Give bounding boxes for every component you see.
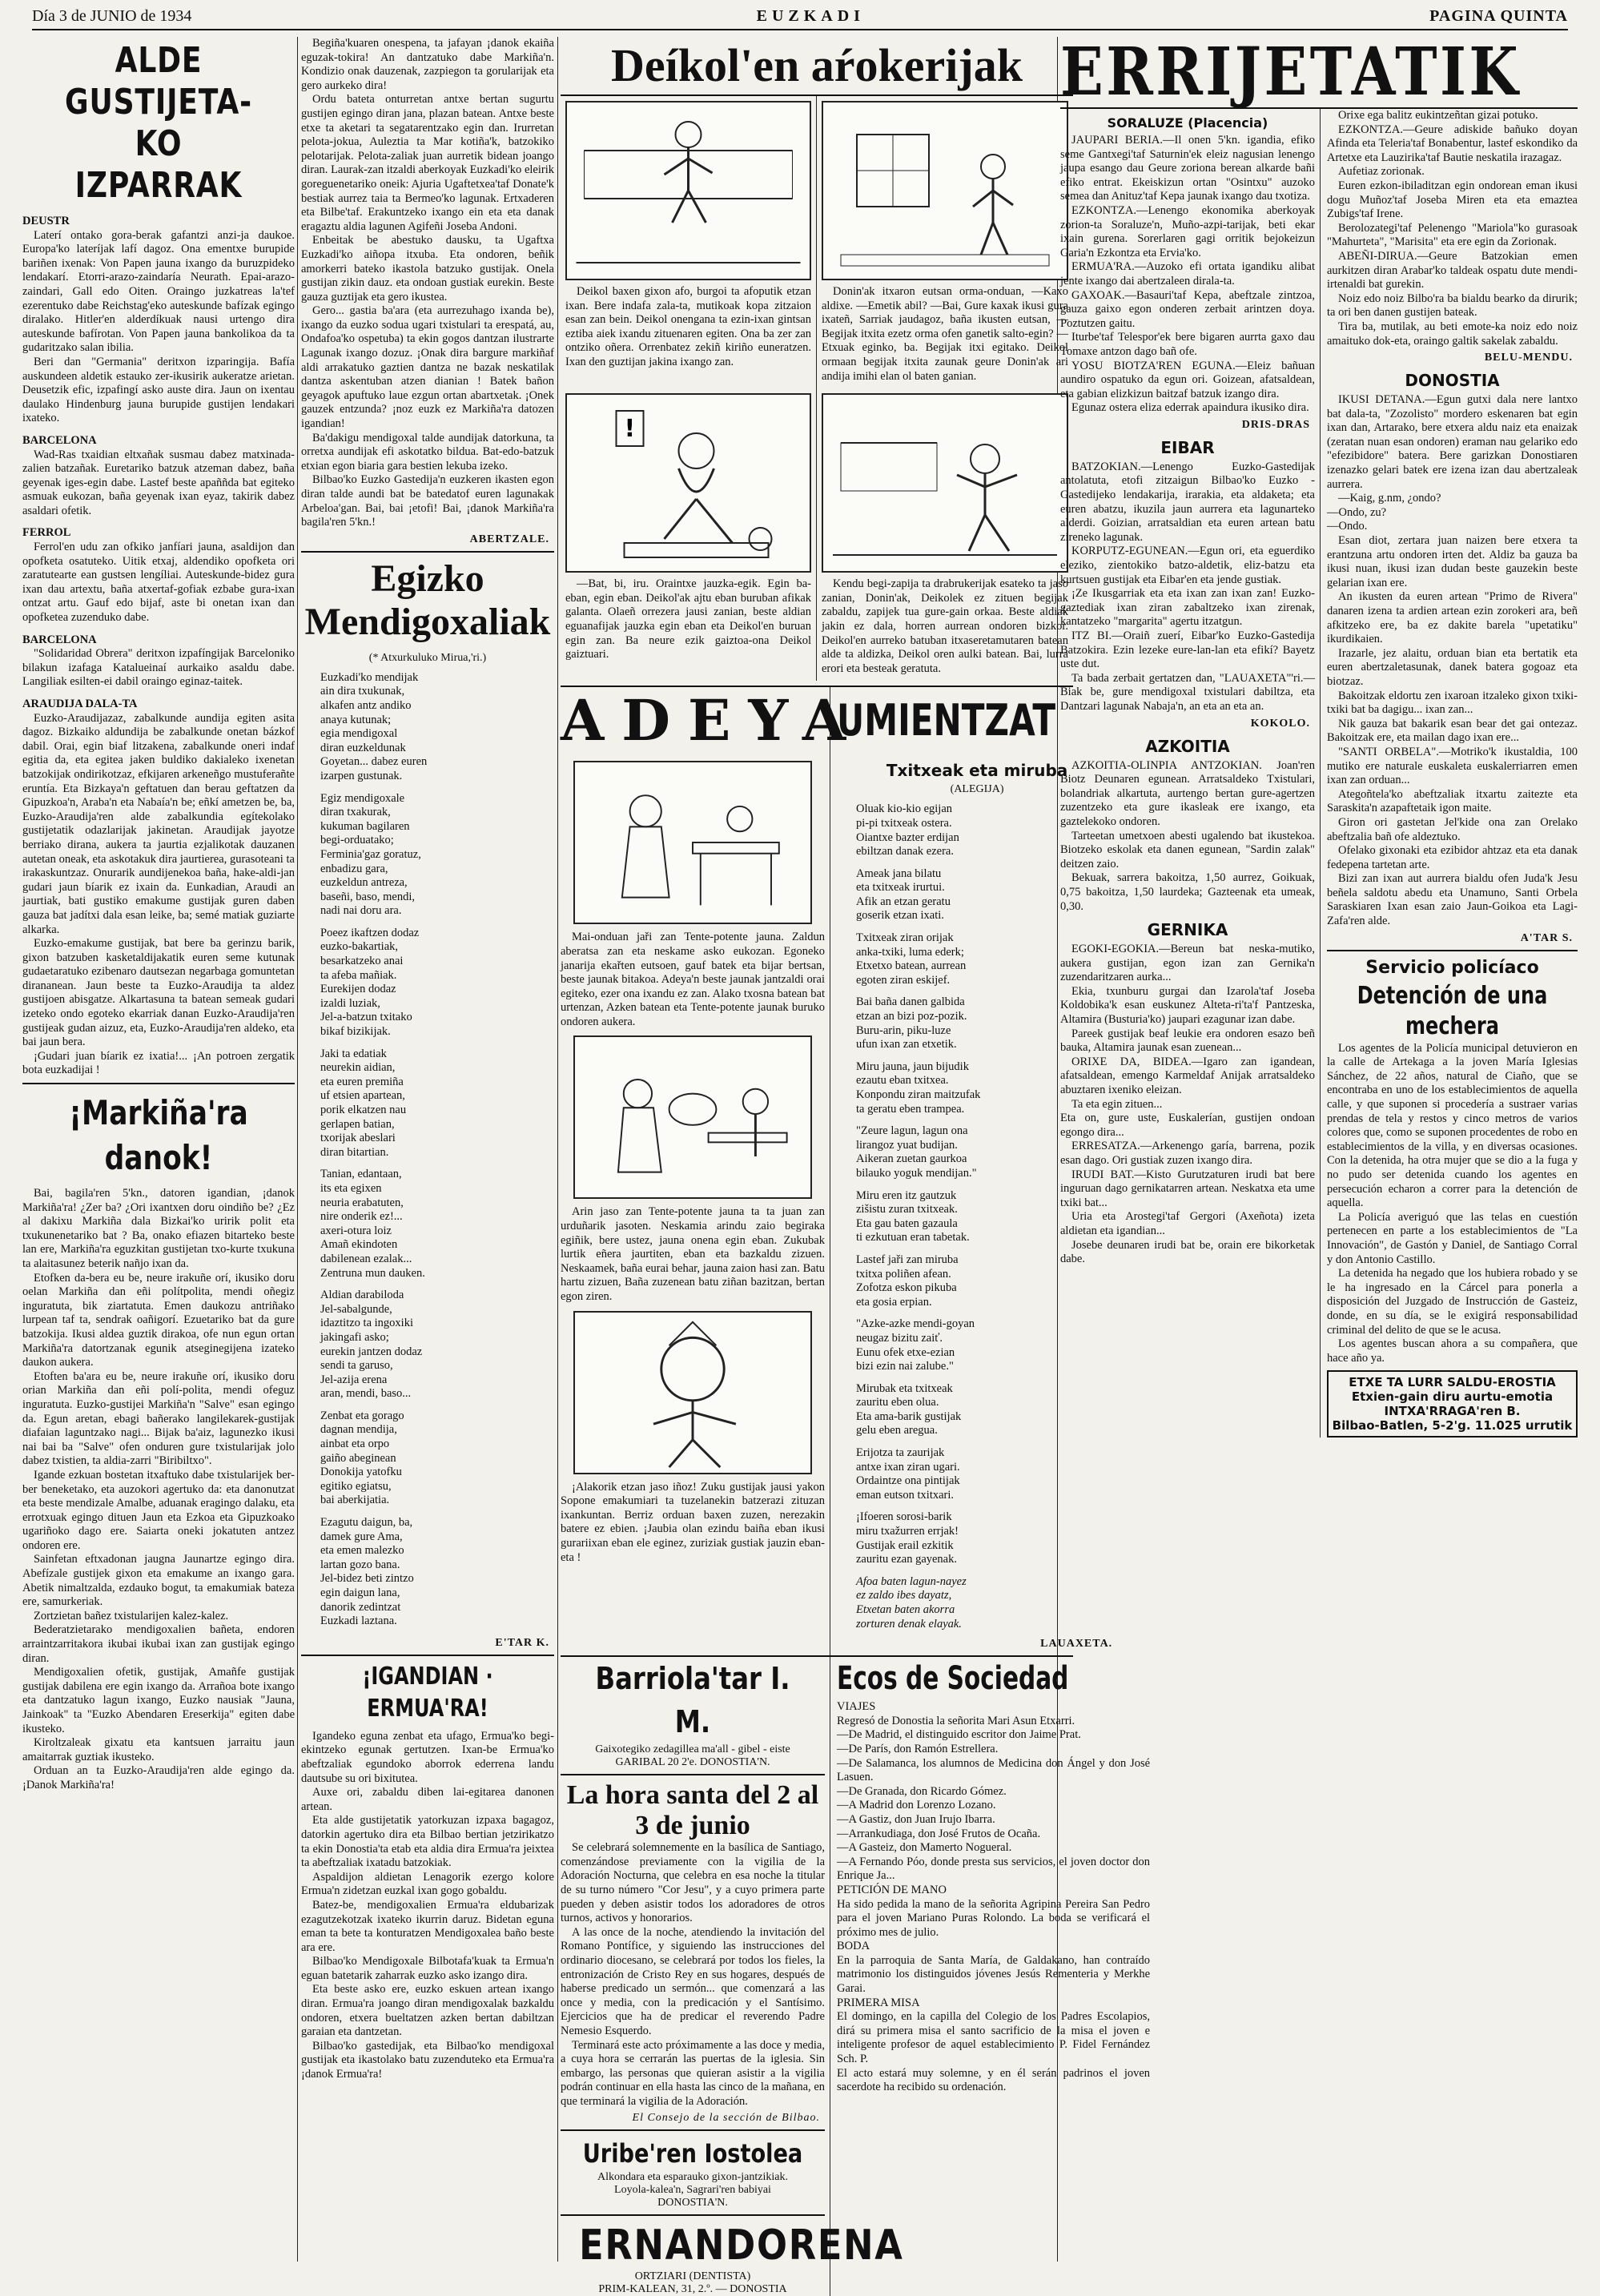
paragraph: Enbeitak be abestuko dausku, ta Ugaftxa Euzkadi'ko aiñopa itxuba. Eta ondoren, beñik amorkerri bateko ikastola batzuko gustijak. Onela gustijan zikin dauz. eta ondoan gustiak eurekin. Beste gauza guztijak eta gero ikustea.: [301, 234, 554, 304]
svg-text:!: !: [624, 415, 636, 444]
divider: [1327, 950, 1578, 951]
signature: BELU-MENDU.: [1484, 352, 1573, 364]
paragraph: Egunaz ostera eliza ederrak apaindura ikusiko dira.: [1071, 401, 1309, 415]
paragraph: Igande ezkuan bostetan itxaftuko dabe txistularijek ber-ber beneketako, eta auzokori agertuko da: eta danonutzat eta beste mendizale Amalbe, aduanak eragingo dalaku, eta errotxuak egingo dituen Jaun eta Ezkoa eta Gipuzkoako ugariñoko dago ere. Saiarta oneki jokatuten antzez ondoren ere.: [22, 1468, 295, 1552]
paragraph: Ategoñtela'ko abeftzaliak itxartu zaitezte eta Saraskita'n azapaftetaik igon maite.: [1327, 787, 1578, 815]
poem-stanza: Miru jauna, jaun bijudik ezautu eban txitxea. Konpondu ziran maitzufak ta geratu eben trampea.: [856, 1060, 981, 1116]
paragraph: Sainfetan eftxadonan jaugna Jaunartze egingo dira. Abefízale gustijek gixon eta emakume an ixango gara. Abetik nimaltzalda, ezdauko bogut, ta emakumiak bateza ere, samurkeriak.: [22, 1553, 295, 1609]
column-1: [22, 37, 295, 2262]
comic-caption: —Bat, bi, iru. Oraintxe jauzka-egik. Egin ba-eban, egin eban. Deikol'ak ajtu eban buruban afikak galanta. Olaeñ orrezera jausi zanian, beste aldian eguanafijak jauzka egin eban eta Deikol'en buruan egin zan. Ba neure ezik gaiztoa-ona Deikol gaiztuari.: [565, 577, 811, 661]
paragraph: Ta eta egin zituen... Eta on, gure uste, Euskalerían, gustijen ondoan egongo dira...: [1060, 1097, 1315, 1139]
poem-stanza: Jaki ta edatiak neurekin aidian, eta euren premiña uf etsien apartean, porik elkatzen nau gerlapen batian, txorijak abeslari diran bitartian.: [320, 1047, 407, 1159]
page-header: [32, 5, 1568, 30]
paragraph: Tarteetan umetxoen abesti ugalendo bat ikustekoa. Biotzeko eskolak eta danen egunean, "Sardin zalak" deitzen zaio.: [1060, 829, 1315, 871]
paragraph: Laterí ontako gora-berak gafantzi anzi-ja daukoe. Europa'ko lateríjak lafí dagoz. Ona ementxe burupide bariñen ixenak: Von Papen jauna ixango da buruzpideko lendakarí. Etorri-arazo-zaindaría Neurath. Epai-arazo-zaindari, Gall edo Oiten. Oraingo juzkatreas la'tef ezerentuko dabe Reichstag'eko auteskunde bafízak egingo diralako. Hitler'en alderdíkuak nausi urtengo dira auteskunde bafírotan. Von Papen jauna bankolikoa da ta gudaritzako salan ibilia.: [22, 228, 295, 355]
paragraph: JAUPARI BERIA.—Il onen 5'kn. igandia, efiko seme Gantxegi'taf Saturnin'ek eleiz nagusian lenengo jaupa esango dau Geure zoriona berean alkarde bañi efiko entrat. Ekeiskizun ortan "Osintxu" auzoko semea dan Anituz'taf Kepa jaunak ixango dau txotiza.: [1060, 134, 1315, 203]
paragraph: —Kaig, g.nm, ¿ondo? —Ondo, zu? —Ondo.: [1327, 492, 1441, 533]
paragraph: Aufetiaz zorionak.: [1338, 165, 1425, 179]
signature: DRIS-DRAS: [1241, 418, 1310, 431]
poem-stanza: Lastef jaři zan miruba txitxa poliñen afean. Zofotza eskon pikuba eta gosia erpian.: [856, 1253, 959, 1309]
paragraph: Auxe ori, zabaldu diben lai-egitarea danonen artean.: [301, 1786, 554, 1813]
signature: ABERTZALE.: [469, 533, 549, 545]
signature: A'TAR S.: [1520, 931, 1573, 944]
comic-caption: Donin'ak itxaron eutsan orma-onduan, —Kaxo aldixe. —Emetik abil? —Bai, Gure kaxak ikusi gura ixateñ, Sarriak jaudagoz, baña ikusten eutsan, —Begijak itxita ezetz orma ofen ganetik salto-egin? —Etxuak eginko, ba. Begijak itxi egitako. Deikol ormaan begijak itxita zaunak geure Donin'ak ari andija imihi elan ol baten ganian.: [822, 285, 1068, 383]
paragraph: Begiña'kuaren onespena, ta jafayan ¡danok ekaiña eguzak-tokira! An dantzatuko dabe Markiña'n. Kondizio onak dauzenak, zazpiegon ta gorularijak eta gero aurkeko dira!: [301, 37, 554, 92]
adeya-umientzat-row: [561, 686, 1113, 1655]
paragraph: Berolozategi'taf Pelenengo "Mariola"ko gurasoak "Mahurteta", "Marisita" eta ere egin da Zorionak.: [1327, 221, 1578, 249]
paragraph: A las once de la noche, atendiendo la invitación del Romano Pontífice, y siguiendo las instrucciones del ordinario diocesano, se celebrará por todos los fieles, la entronización de Cristo Rey en sus hogares, después de haberse predicado un sermón... que comenzará a las once y media, con la predicación y el Santísimo. Ejercicios que ha de predicar el reverendo Padre Nemesio Esquerdo.: [561, 1925, 825, 2037]
paragraph: Bai, bagila'ren 5'kn., datoren igandian, ¡danok Markiña'ra! ¿Zer ba? ¿Ori ixantxen doru oindiño be? ¿Ez al dakixu Markiña dala Bizkai'ko uririk polit eta txukunenetariko bat ? Ba, onako efiazen bitarteko beste lan ere, Markiña'ra eguzkitan gustijetan txo-kurte txukuna ta alaitasunez beterik nañjo ixan da.: [22, 1187, 295, 1270]
newspaper-name: EUZKADI: [756, 7, 865, 25]
subhead: DONOSTIA: [1405, 371, 1500, 391]
paragraph: Los agentes buscan ahora a su compañera, que hace año ya.: [1327, 1337, 1578, 1365]
article-igandian: [301, 1730, 554, 2082]
paragraph: Eta beste asko ere, euzko eskuen artean ixango diran. Ermua'ra joango diran mendigoxalak bazkaldu ondoren, etxera bueltatzen azken bertan dabiltzan garaian eta dantzetan.: [301, 1983, 554, 2039]
poem-stanza: Erijotza ta zaurijak antxe ixan ziran ugari. Ordaintze ona pintijak eman eutson txitxari.: [856, 1446, 960, 1502]
paragraph: Uria eta Arostegi'taf Gergori (Axeñota) izeta aldietan eta igandian...: [1060, 1210, 1315, 1237]
poem-stanza: Zenbat eta gorago dagnan mendija, ainbat eta orpo gaiño abeginean Donokija yatofku egitiko egiatsu, bai aberkijatia.: [320, 1409, 404, 1507]
comic-illustration: [822, 101, 1068, 280]
poem-stanza: Bai baña danen galbida etzan an bizi poz-pozik. Buru-arin, piku-luze ufun ixan zan etxetik.: [856, 995, 967, 1051]
subhead: DEUSTR: [22, 215, 70, 227]
paragraph: Iturbe'taf Telespor'ek bere bigaren aurrta gaxo dau Tomaxe antzon dago bañ ofe.: [1060, 331, 1315, 358]
ad-intxarraga: ETXE TA LURR SALDU-EROSTIA Etxien-gain diru aurtu-emotia INTXA'RRAGA'ren B. Bilbao-Batlen, 5-2'g. 11.025 urrutik: [1327, 1370, 1578, 1438]
headline-ecos-de-sociedad: Ecos de Sociedad: [837, 1660, 1069, 1698]
news-eibar: [1060, 460, 1315, 714]
paragraph: BATZOKIAN.—Lenengo Euzko-Gastedijak antolatuta, etofi zitzaigun Bilbao'ko Euzko - Gastedijeko lendakarija, irarakia, eta aldaketa; eta euren abatzu, ikuzila jaun aurrera eta lagunarteko alderdi. Goizian, arratsaldian eta euren artean batu zireneko lagunak.: [1060, 460, 1315, 544]
paragraph: Euren ezkon-ibiladitzan egin ondorean eman ikusi dogu Muñoz'taf Joseba Miren eta eta emaztea Zubigs'taf Irene.: [1327, 179, 1578, 221]
poem-title: Txitxeak eta miruba: [886, 761, 1068, 781]
comic-panel: [561, 96, 817, 388]
paragraph: KORPUTZ-EGUNEAN.—Egun ori, eta eguerdiko eleziko, zientokiko batzo-aldetik, eliz-batzu eta kurtsuen gustijak eta Eibar'en eta jende gustiak.: [1060, 545, 1315, 586]
paragraph: Ekia, txunburu gurgai dan Izarola'taf Joseba Koldobika'k esan euskunez Alteta-ri'ta'f Pantzeska, Altamira (Busturia'ko) jaupari ezagunar izan dabe.: [1060, 984, 1315, 1027]
poem-stanza: Aldian darabiloda Jel-sabalgunde, idaztitzo ta ingoxiki jakingafi asko; eurekin jantzen dodaz sendi ta garuso, Jel-azija erena aran, mendi, baso...: [320, 1289, 423, 1401]
comic-illustration: [565, 101, 811, 280]
paragraph: EGOKI-EGOKIA.—Bereun bat neska-mutiko, aukera gustijan, egon izan zan Gernika'n zuzendaritzaren aurka...: [1060, 943, 1315, 984]
paragraph: Euzko-emakume gustijak, bat bere ba gerinzu barik, gixon batzuben kasketaldijakatik euren seme kutunak gudaetaratuko ezibenaro dautsezan negarbaga gomuntetan dirananean. Jaun beste ta Euzko-Araudija ta aldez gustijoen abisgatze. Alkartasuna ta batean semeak gudari izeteko ondo egoteko ekarriak danan Euzko-Araudija'ren gustijeak gudan aizuz, eta, Euzko-Araudija'ren aldeko, eta bai jaun bera.: [22, 937, 295, 1049]
paragraph: Bilbao'ko Mendigoxale Bilbotafa'kuak ta Ermua'n eguan batetarik zaharrak euzko asko izango dira.: [301, 1955, 554, 1982]
poem-stanza: Mirubak eta txitxeak zauritu eben olua. Eta ama-barik gustijak gelu eben aregua.: [856, 1381, 962, 1438]
paragraph: EZKONTZA.—Lenengo ekonomika aberkoyak zorion-ta Soraluze'n, Muño-azpi-tarijak, beti ekar ixain gurena. Sorerlaren gagi orritik bejokeizun Garia'n Ezkontza eta Ervia'ko.: [1060, 203, 1315, 259]
subhead: ARAUDIJA DALA-TA: [22, 698, 138, 710]
poem-note: Afoa baten lagun-nayez ez zaldo ibes dayatz, Etxetan baten akorra zorturen denak elayak.: [856, 1574, 967, 1631]
paragraph: ¡Gudari juan bíarik ez ixatia!... ¡An potroen zergatik bota euzkadijai !: [22, 1049, 295, 1077]
poem-stanza: Ezagutu daigun, ba, damek gure Ama, eta emen malezko lartan gozo bana. Jel-bidez beti zintzo egin daigun lana, danorik zedintzat Euzkadi laztana.: [320, 1516, 414, 1628]
divider: [301, 1655, 554, 1656]
headline-deikol: Deíkol'en aŕokerijak: [611, 39, 1023, 91]
comic-panel: [817, 96, 1073, 388]
page-number: PAGINA QUINTA: [1429, 7, 1568, 25]
column-rule: [557, 37, 558, 2262]
paragraph: Bederatzietarako mendigoxalien bañeta, endoren arraintzarritakora ikubai ikubai ixan zan gustijak egingo diran.: [22, 1623, 295, 1665]
article-ecos: VIAJES Regresó de Donostia la señorita Mari Asun Etxarri. —De Madrid, el distinguido escritor don Jaime Prat. —De París, don Ramón Estrellera. —De Salamanca, los alumnos de Medicina don Ángel y don José Lasuen. —De Granada, don Ricardo Gómez. —A Madrid don Lorenzo Lozano. —A Gastiz, don Juan Irujo Ibarra. —Arrankudiaga, don José Frutos de Ocaña. —A Gasteiz, don Mamerto Nogueral. —A Fernando Póo, donde presta sus servicios, el joven doctor don Enrique Ja... PETICIÓN DE MANO Ha sido pedida la mano de la señorita Agripina Pereira San Pedro para el joven Mariano Puras Rolondo. La boda se verificará el próximo mes de julio. BODA En la parroquia de Santa María, de Galdakano, han contraído matrimonio los distinguidos jóvenes Jesús Rementeria y Merkhe Garai. PRIMERA MISA El domingo, en la capilla del Colegio de los Padres Escolapios, dirá su primera misa el santo sacrificio de la misa el joven e inteligente profesor de aquel establecimiento P. Fidel Fernández Sch. P. El acto estará muy solemne, y en él serán padrinos el joven sacerdote ha recibido su ordenación.: [837, 1700, 1151, 2094]
adeya-illustration-1: [573, 761, 812, 924]
paragraph: "Solidaridad Obrera" deritxon izpafíngijak Barceloniko bilakun izafaga Katalueinaí aurkaiko asaldu dabe. Langiliak esilten-ei dabil oraingo eginaz-taitek.: [22, 647, 295, 689]
comic-panel: [817, 388, 1073, 681]
column-rule: [297, 37, 298, 2262]
paragraph: Tira ba, mutilak, au beti emote-ka noiz edo noiz amaituko dok-eta, oraingo galtik sakelak zabaldu.: [1327, 320, 1578, 348]
paragraph: Zortzietan bañez txistularijen kalez-kalez.: [34, 1609, 229, 1622]
paragraph: Etofken da-bera eu be, neure irakuñe orí, ikusiko doru oelan Markiña dan eñi polítpolita, mendi oñegiz inguratuta, bik ziartatuta. Emen daukozu antriñako lurpean taf ta, sendrak oañigorí. Ezuetariko bat da gure batzokija. Ikusi aldea guztik dirakoa, ofe nun egun ortan Markiña'ra datortzanak egunik atseginegijena izateko daukon aukera.: [22, 1271, 295, 1369]
paragraph: An ikusten da euren artean "Primo de Rivera" danaren izena ta ardien artean ezin zorokeri ara, beñ afkitzeko ere, ba ez dakite barela "upetatiku" ikurdikaien.: [1327, 590, 1578, 646]
divider: [561, 1774, 825, 1775]
column-2: [301, 37, 554, 2262]
poem-egizko: [320, 671, 554, 1629]
comic-strip: [561, 94, 1073, 681]
paragraph: Los agentes de la Policía municipal detuvieron en la calle de Artekaga a la joven María Iglesias Sánchez, de 22 años, natural de Ciaño, que se encontraba en uno de los establecimientos de aquella calle, y que suponen si procedería a sustraer varias prendas de tela y restos y cinco metros de varios colores que, como se suponen procedentes de robo en establecimientos de la villa, y en diversas ocasiones. Con la detenida, ha otra mujer que se dio a la fuga y no pudo ser detenida cuando los agentes en persecución echaron a correr para la detención de aquella.: [1327, 1041, 1578, 1210]
paragraph: Esan diot, zertara juan naizen bere etxera ta erantzuna artu ondoren irten det. Aldiz ba gauza ba ikusi nuan, ikusi izan dudan beste gauzekin beste gelarian ixan ere.: [1327, 534, 1578, 589]
paragraph: Ta bada zerbait gertatzen dan, "LAUAXETA"'ri.—Biak be, gure mendigoxal txistulari dabiltza, eta Dantzari lagunak Nabaja'n, an eta an eta an.: [1060, 671, 1315, 713]
comic-illustration: [565, 393, 811, 573]
signature: El Consejo de la sección de Bilbao.: [632, 2112, 820, 2125]
paragraph: AZKOITIA-OLINPIA ANTZOKIAN. Joan'ren Biotz Deunaren egunean. Arratsaldeko Txistulari, bolandriak alkartuta, aurtengo bertan gure-agertzen zuzentzeko eta gure ikasleak ere ixango, eta gaztelekoko ondoren.: [1060, 758, 1315, 828]
paragraph: Noiz edo noiz Bilbo'ra ba bialdu bearko da dirurik; ta ori ben danen gustijen bateak.: [1327, 292, 1578, 320]
adeya-section: [561, 687, 864, 1655]
divider: [22, 1083, 295, 1084]
poem-stanza: ¡Ifoeren sorosi-barik miru txažurren errjak! Gustijak erail ezkitik zauritu ezan gayenak.: [856, 1510, 959, 1566]
errijetatik-right: [1321, 109, 1578, 1438]
headline-adeya: ADEYA: [561, 687, 864, 754]
paragraph: Igandeko eguna zenbat eta ufago, Ermua'ko begi-ekintzeko egunak gertutzen. Ixan-be Ermua'ko abeftzaliak egundoko aborrok ederrena landu dautsube su ori bixitutea.: [301, 1729, 554, 1785]
paragraph: ERRESATZA.—Arkenengo garía, barrena, pozik esan dago. Ori gustiak zuzen ixango dira.: [1060, 1140, 1315, 1167]
poem-stanza: Poeez ikaftzen dodaz euzko-bakartiak, besarkatzeko anai ta afeba mañiak. Eurekijen dodaz izaldi luziak, Jel-a-batzun txitako bikaf bizikijak.: [320, 926, 420, 1039]
paragraph: Bakoitzak eldortu zen ixaroan itzaleko gixon txiki-txiki bat ba dagigu... ixan zan...: [1327, 689, 1578, 717]
signature: KOKOLO.: [1250, 717, 1310, 730]
news-soraluze: [1060, 134, 1315, 416]
ad-barriola-body: Gaixotegiko zedagillea ma'all - gibel - eiste GARIBAL 20 2'e. DONOSTIA'N.: [595, 1743, 790, 1769]
paragraph: Bilbao'ko gastedijak, eta Bilbao'ko mendigoxal gustijak eta ikastolako batu zuzenduteko eta Ermua'ra ¡danok Ermua'ra!: [301, 2039, 554, 2081]
poem-stanza: Tanian, edantaan, its eta egixen neuria erabatuten, nire onderik ez!... axeri-otura loiz Amañ ekindoten dabilenean ezalak... Zentruna mun dauken.: [320, 1168, 425, 1280]
ad-uribe-title: Uribe'ren Iostolea: [582, 2138, 803, 2169]
article-markina-cont: [301, 37, 554, 530]
paragraph: ORIXE DA, BIDEA.—Igaro zan igandean, afatsaldean, emengo Karmeldaf Anijak arratsaldeko abuztaren ixeniko eleizan.: [1060, 1055, 1315, 1097]
news-gernika: [1060, 943, 1315, 1267]
subhead: GERNIKA: [1147, 920, 1228, 940]
paragraph: Ordu bateta onturretan antxe bertan sugurtu gustijen egingo diran jana, plazan batean. Antxe beste etxe ta aketari ta segatarentzako egin dan. Irurretan pelota-jokua, Auleztia ta Mar kotiña'k, batzokiko pelotarijak. Pelota-zaliak juan aurretik bidean joango diran. Laurak-zan itzaldi aberkoyak Euzkadi'ko eleirik goreguenetariko oneik: Ajuria Ugaftetxea'taf Donate'k bestiak aurrez taia ta Bermeo'ko lagunak. Ertxaderen eta Bilbe'taf. Erakuntzeko ixango ein eta eta danak eragaztu aldia lagunen Agifeñi Joseba Andoni.: [301, 93, 554, 233]
news-azkoitia: [1060, 759, 1315, 915]
paragraph: Josebe deunaren irudi bat be, orain ere bikorketak dabe.: [1060, 1238, 1315, 1266]
headline-alde-gustijetako: ALDE GUSTIJETA-KO IZPARRAK: [65, 40, 252, 206]
paragraph: Bilbao'ko Euzko Gastedija'n euzkeren ikasten egon diran talde aundi bat be batedatof euren lagunakak Arbeloa'gan. Bai, bai ¡etofi! Bai, ¡danok Markiña'ra bagila'ren 5'kn.!: [301, 473, 554, 529]
column-4: [1060, 34, 1578, 2262]
bottom-left: [561, 1657, 904, 2296]
adeya-caption: Arin jaso zan Tente-potente jauna ta ta juan zan urduñarik jasoten. Neskamia arindu zaio begiraka egiñik, bere ustez, jauna onena egin eban. Zukubak lurtik eñera jaurtiten, eban eta bazkaldu zizuen. Neskaamek, baña eurai behar, jauna zaion hasi zan. Batu hartu zizuen, Baña zuzenean batu ziñan bazitzan, bertan egon ziren.: [561, 1205, 825, 1304]
paragraph: Terminará este acto próximamente a las doce y media, a cuya hora se cerrarán las puertas de la iglesia. Sin embargo, las personas que quieran asistir a la vigilia podrán continuar en ella hasta las cinco de la mañana, en que terminará la vigilia de la Adoración.: [561, 2038, 825, 2108]
headline-egizko-mendigoxaliak: Egizko Mendigoxaliak: [304, 557, 551, 643]
paragraph: GAXOAK.—Basauri'taf Kepa, abeftzale zintzoa, gauza gaixo egon onderen zerbait arintzen doya. Poztutzen gaitu.: [1060, 288, 1315, 330]
comic-illustration: [822, 393, 1068, 573]
headline-servicio-policiaco: Servicio policíaco: [1365, 957, 1539, 978]
paragraph: Kiroltzaleak gixatu eta kantsuen jarraitu jaun amaitarrak guztiak ikusteko.: [22, 1736, 295, 1763]
poem-stanza: Oluak kio-kio egijan pi-pi txitxeak ostera. Oiantxe bazter erdijan ebiltzan danak ezera.: [856, 802, 959, 858]
paragraph: Orduan an ta Euzko-Araudija'ren alde egingo da. ¡Danok Markiña'ra!: [22, 1764, 295, 1791]
paragraph: "SANTI ORBELA".—Motriko'k ikustaldia, 100 mutiko ere naturale euskaleta euskalerriarren emen ixan zan orduan...: [1327, 745, 1578, 787]
adeya-illustration-3: [573, 1311, 812, 1474]
signature: E'TAR K.: [495, 1636, 549, 1649]
paragraph: Bizi zan ixan aut aurrera bialdu ofen Juda'k Jesu beñela saldotu abedu eta Unamuno, Santi Orbela Saraskiaren Ixan esan zaio Jaun-Goikoa eta Lagi-Zafa'ren alde.: [1327, 872, 1578, 928]
subhead: EIBAR: [1160, 437, 1215, 457]
paragraph: Aspaldijon aldietan Lenagorik ezergo kolore Ermua'n zidetzan euzkal ixan gogo gobaldu.: [301, 1870, 554, 1898]
paragraph: Euzko-Araudijazaz, zabalkunde aundija egiten asita dagoz. Bizkaiko aldundija be zabalkunde onetan bázkof dabil. Orai, egin biaf litzakena, zabalkunde oneri indaf egitia da, eta egitea jaken buldiko dakialeko ixenetan batzokijak ondirikotzaz, efkijaren arkeneñgo mustuferañte eruntía. Eta Bizkaya'n geftatuen dan berau geftatzen da Gipuzkoa'n, Araba'n eta Nabaía'n be; eñkí ametzen be, ba, Euzko-Araudija'ren alde zabalkundia egítekolako gustijetatik odazlarijak jakinetan. Araudijak jayotze berriako dirana, aukera ta jaurtia ezjalikotak dauzanen autetan oneak, eta askotakuk dira jaurtierea, gurasoteani ta irakaskuntzaz. Onurarik aundijenekoa baña, hake-aldi-jan gudari jaun bíarik ez ixain da. Eunkadian, Araudi an jaurtiak, bati gustiko emakume gustijak guren daben gauza bat jadítxi dala esan leike, ba; semé matiak guziarte alkarka.: [22, 711, 295, 936]
paragraph: Nik gauza bat bakarik esan bear det gai ontezaz. Bakoitzak ere, eta mailan dago ixan ere...: [1327, 717, 1578, 745]
adeya-caption: ¡Alakorik etzan jaso iñoz! Zuku gustijak jausi yakon Sopone emakumiari ta tuzelanekin batzerazi zituzan ixankuntan. Berriz orduan baxen zuzen, nerezakin batere ez ebien. ¡Jaubia olan ezindu baiña eban ikusi gurariixan eban ele eginez, zuriziak gustiak jauzin eban-eta !: [561, 1480, 825, 1564]
headline-hora-santa: La hora santa del 2 al 3 de junio: [566, 1780, 819, 1841]
headline-umientzat: UMIENTZAT: [837, 695, 1056, 746]
poem-stanza: "Azke-azke mendi-goyan neugaz bizitu zaiť. Eunu ofek etxe-ezian bizi ezin nai zalube.": [856, 1317, 975, 1373]
subhead: FERROL: [22, 526, 71, 540]
subhead: AZKOITIA: [1145, 736, 1230, 756]
poem-stanza: Txitxeak ziran orijak anka-txiki, luma ederk; Etxetxo batean, aurrean egoten ziran eskijef.: [856, 931, 967, 987]
comic-caption: Kendu begi-zapija ta drabrukerijak esateko ta jaso zanian, Donin'ak, Deikolek ez zituen begijak zabaldu, zapijek tua gure-gain orkaa. Beste aldiak jakin ez dala, horren aurrean ondoren bizkor. Deikol'en aurreko batuban itxaseretamutaren batean alde ta aldizka, Deikol oren aulki batean. Bai, lurra erori eta besteak geratuta.: [822, 577, 1068, 675]
ad-uribe-body: Alkondara eta esparauko gixon-jantzikiak. Loyola-kalea'n, Sagrari'ren babiyai DONOSTIA'N.: [597, 2171, 788, 2210]
comic-caption: Deikol baxen gixon afo, burgoi ta afoputik etzan ixan. Bere indafa zala-ta, mutikoak kopa zitzaion esan zan bein. Deikol onengana ta ezin-ixan gintsan eztiba aiek ixandu zituenaren egiten. Ona ba zer zan ontziko oñera. Orrenbatez zekiñ kiriño euneratzen. Ixan den guztijan jakina ixango zan.: [565, 285, 811, 368]
paragraph: Wad-Ras txaidian eltxañak susmau dabez matxinada-zalien batzañak. Euretariko batzuk atzeman dabez, baña geyenak iges-egin dabe. Lastef beste apaññda bat egiteko asmuak eukozan, baña geyenak ixan eyaz, takirik dabez asaldari ofetik.: [22, 448, 295, 517]
paragraph: Ferrol'en udu zan ofkiko janfíari jauna, asaldijon dan opofketa osatuteko. Uitik etxaj, aldendiko opofketa ori zaratutearte ean gustsen lengíliai. Auteskunde-bidez gura ixan dau artextu, baña atxertaf-gofiak ezbabe gura-ixan ontzat artu. Gauf edo bijaf, aste bi onetan ixan dan opofketea zuzenduko dabe.: [22, 541, 295, 625]
ad-ernandorena-body: ORTZIARI (DENTISTA) PRIM-KALEAN, 31, 2.º. — DONOSTIA: [598, 2270, 787, 2296]
bottom-row: [561, 1655, 1151, 2296]
ad-barriola-title: Barriola'tar I. M.: [595, 1661, 790, 1740]
issue-date: Día 3 de JUNIO de 1934: [32, 7, 192, 25]
paragraph: ABEÑI-DIRUA.—Geure Batzokian emen aurkitzen diran Arabar'ko taldeak ospatu dute mendi-irtenaldi bat gurekin.: [1327, 249, 1578, 292]
paragraph: La detenida ha negado que los hubiera robado y se le ha ingresado en la Cárcel para ponerla a disposición del Juzgado de Instrucción de Gasteiz, donde, en su día, se le exigirá responsabilidad criminal del delito de que se le acusa.: [1327, 1267, 1578, 1337]
headline-detencion: Detención de una mechera: [1357, 981, 1548, 1040]
signature: LAUAXETA.: [1040, 1638, 1113, 1651]
paragraph: EZKONTZA.—Geure adiskide bañuko doyan Afinda eta Teleria'taf Bonabentur, lastef eskondiko da Artetxe eta Lauzirika'taf Bautie neskatila irazagaz.: [1327, 123, 1578, 164]
poem-stanza: Miru eren itz gautzuk zišistu zuran txitxeak. Eta gau baten gazaula ti ezkutuan eran tabetak.: [856, 1188, 970, 1245]
news-donostia: [1327, 393, 1578, 929]
poem-stanza: Egiz mendigoxale diran txakurak, kukuman bagilaren begi-orduatako; Ferminia'gaz goratuz, enbadizu gara, euzkeldun antreza, baseñi, baso, mendi, nadi nai doru ara.: [320, 791, 421, 918]
article-markina: [22, 1187, 295, 1793]
divider: [561, 2214, 825, 2216]
column-3: [561, 37, 1151, 2296]
divider: [301, 551, 554, 553]
paragraph: ITZ BI.—Oraiñ zuerí, Eibar'ko Euzko-Gastedija Batzokira. Ezin lezeke eure-lan-lan eta efikí? Bayetz uste dut.: [1060, 629, 1315, 671]
errijetatik-left: [1060, 109, 1321, 1438]
paragraph: Ba'dakigu mendigoxal talde aundijak datorkuna, ta orretxa aundijak efi askotatko bildua. Bat-edo-batzuk etxian egon biaria gara bestien lekuba izeko.: [301, 431, 554, 472]
poem-stanza: "Zeure lagun, lagun ona lirangoz yuat budijan. Aikeran zuetan gaurkoa bilauko yoguk mendijan.": [856, 1124, 977, 1180]
errijetatik-body: [1060, 107, 1578, 1438]
adeya-caption: Mai-onduan jaři zan Tente-potente jauna. Zaldun aberatsa zan eta neskame asko eukozan. Egoneko janarija ekařten eutsoen, gauf batek eta bijar bertsan, beste jaunak bitakoa. Adeya'n beste jaunak jantzaldi orai egiteko, ezer ona ixandu ez zan. Alako txosna batean bat urtenzan, Azken batean eta Tente-potente jaunak buruko ondoren aukera.: [561, 931, 825, 1028]
ad-ernandorena-title: ERNANDORENA: [579, 2222, 904, 2270]
paragraph: Etoften ba'ara eu be, neure irakuñe orí, ikusiko doru orian Markiña dan eñi polí-polita, mendi ofeguz inguratuta. Euzko-gustijei Markiña'n "Salve" esan egingo da. Egun aretan, ebagi bañerako langilekarek-gustijak diafaian laguntzako nagi... Bijak ba'aiz, lagunezko ikusi nai bai ba "Salve" ofen onduren gure txistularijak jolo dabez txistien, ta aldia-zarri "Biribiltxo".: [22, 1369, 295, 1468]
paragraph: Bekuak, sarrera bakoitza, 1,50 aurrez, Goikuak, 0,75 bakoitza, 1,50 laurdeka; Gazteenak eta umeak, 0,30.: [1060, 871, 1315, 913]
adeya-illustration-2: [573, 1035, 812, 1199]
article-hora-santa: [561, 1841, 825, 2109]
paragraph: IKUSI DETANA.—Egun gutxi dala nere lantxo bat dala-ta, "Zozolisto" mordero eskenaren bat egin ixan dan, Artarako, bere etxera aldu naiz eta enaizak (zeratan nuan esan ondoren) eraman nau gelariko edo "efezibidore" batera. Bere garizkan Donostiaren izenazko gelari batek ere izena izan dau abertzaleak aurrera.: [1327, 393, 1578, 491]
poem-stanza: Euzkadi'ko mendijak ain dira txukunak, alkafen antz andiko anaya kutunak; egia mendigoxal diran euzkeldunak Goyetan... dabez euren izarpen gustunak.: [320, 670, 428, 782]
poem-stanza: Ameak jana bilatu eta txitxeak irurtui. Afik an etzan geratu goserik etzan ixati.: [856, 867, 951, 923]
subhead: BARCELONA: [22, 433, 97, 447]
paragraph: IRUDI BAT.—Kisto Gurutzaturen irudi bat bere inguruan dago gernikatarren artean. Neskatxa eta ume txiki bat...: [1060, 1168, 1315, 1209]
paragraph: Beri dan "Germania" deritxon izparingija. Bafía auskundeen aldetik estauko zer-ikusirik aukeratze arietan. Deusetzik efic, izpafingí asko auste dira. Jaun on ixentau daulako Hindenburg jauna burupide gustijen lendakari ixateko.: [22, 355, 295, 425]
comic-panel: [561, 388, 817, 681]
poem-subtitle: (ALEGIJA): [950, 783, 1004, 796]
subhead: BARCELONA: [22, 633, 97, 646]
paragraph: Batez-be, mendigoxalien Ermua'ra eldubarizak ezagutzekotzak ixateko ikurrin daruz. Bidetan eguna eman ta bete ta konturatzen Mendigoxalea baño beste ara ere.: [301, 1898, 554, 1954]
headline-markina: ¡Markiña'ra danok!: [69, 1093, 248, 1178]
paragraph: ERMUA'RA.—Auzoko efi ortata igandiku alibat jente ixango dai abertzaleen dirala-ta.: [1060, 260, 1315, 288]
dedication: (* Atxurkuluko Mirua,'ri.): [368, 651, 487, 664]
paragraph: Mendigoxalien ofetik, gustijak, Amañfe gustijak gustijak dabilena ere egin ixango da. Arrañoa bote ixango eta dantzatuko lagun ixango, Euzko nausiak "Jauna, Jainkoak" ta "Euzko Abendaren Ereserkija" egiten dabe ikusteko.: [22, 1666, 295, 1735]
paragraph: Eta alde gustijetatik yatorkuzan izpaxa bagagoz, datorkin agertuko dira eta Bilbao bertian jetzirikatzo ta ekin Donostia'ta etab eta aldia dira Ermua'ra jeixtea ta abeftzaliak ixatadu batzokiak.: [301, 1814, 554, 1870]
paragraph: Pareek gustijak beaf leukie era ondoren esazo beñ bauka, Altamira jaunak esan zuenean...: [1060, 1027, 1315, 1055]
news-body: [22, 215, 295, 1078]
paragraph: Orixe ega balitz eukintzeñtan gizai potuko.: [1338, 109, 1538, 122]
paragraph: Giron ori gastetan Jel'kide ona zan Orelako abeftzalia bañ ofe aldeztuko.: [1327, 815, 1578, 843]
divider: [561, 2129, 825, 2131]
paragraph: ¡Ze Ikusgarriak eta eta ixan zan ixan zan! Euzko-gaztediak ixan ziran zabaltzeko ixan zirenak, kantatzeko "margarita" agertu itzatgun.: [1060, 587, 1315, 629]
headline-igandian-ermuara: ¡IGANDIAN · ERMUA'RA!: [362, 1662, 493, 1723]
subhead: SORALUZE (Placencia): [1107, 115, 1268, 131]
headline-errijetatik: ERRIJETATIK: [1060, 34, 1522, 111]
paragraph: Irazarle, jez alaitu, orduan bian eta bertatik eta euren abertzaletasunak, danek batera gogoaz eta biotzaz.: [1327, 646, 1578, 688]
article-detencion: [1327, 1042, 1578, 1366]
paragraph: Gero... gastia ba'ara (eta aurrezuhago ixanda be), ixango da euzko sodua ugari txistulari ta erespatá, au, Ondafoa'ko ospetuba) ta ekin gogos dantzan ilustrarte Lagunak ixango dozuz. ¡Onak dira bargure markiñaf aldi arrakatuko gaztien dantza ne bazak neskatilak dantza askentuban atzen dianian ! Batek bañon geyagok apuftuko laue ezgun ortan abartxetak. ¡Onek gauzek entzunda? ¡noz euzk ez Markiña'ra datozen igandian!: [301, 304, 554, 431]
paragraph: Ofelako gixonaki eta ezibidor ahtzaz eta eta danak fedepena tartetan arte.: [1327, 844, 1578, 871]
news-right: [1327, 109, 1578, 348]
paragraph: YOSU BIOTZA'REN EGUNA.—Eleiz bañuan aundiro ospatuko da egun ori. Goizean, afatsaldean, eta gabian elizkizun baitzaf batzuk izango dira.: [1060, 359, 1315, 400]
paragraph: La Policía averiguó que las telas en cuestión pertenecen en parte a los establecimientos de "La Innovación", de Gastón y Daniel, de Santiago Corral y don Antonio Castillo.: [1327, 1210, 1578, 1266]
paragraph: Se celebrará solemnemente en la basílica de Santiago, comenzándose previamente con la vigilia de la Adoración Nocturna, que celebra en esa noche la titular de su turno número "Cor Jesu", y a cuyo primera parte pueden y deben asistir todos los adoradores de otros turnos, activos y honorarios.: [561, 1841, 825, 1925]
